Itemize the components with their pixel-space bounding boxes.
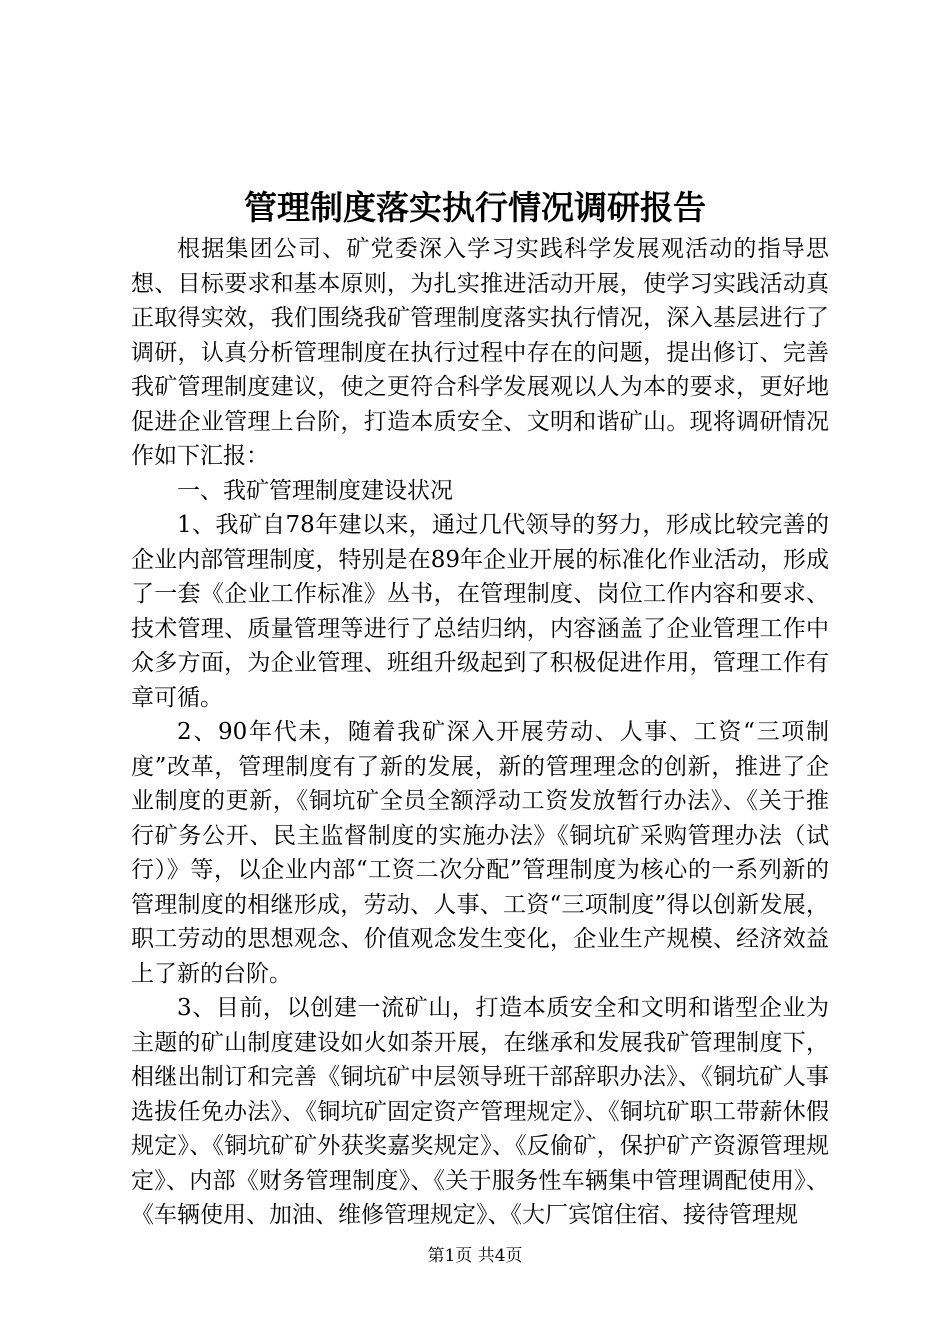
section-heading: 一、我矿管理制度建设状况 (177, 477, 453, 504)
page-number-footer: 第1页 共4页 (427, 1246, 523, 1266)
paragraph-item-3: 3、目前，以创建一流矿山，打造本质安全和文明和谐型企业为主题的矿山制度建设如火如荼开展，在继承和发展我矿管理制度下，相继出制订和完善《铜坑矿中层领导班干部辞职办法》、《铜坑矿人事选拔任免办法》、《铜坑矿固定资产管理规定》、《铜坑矿职工带薪休假规定》、《铜坑矿矿外获奖嘉奖规定》、《反偷矿，保护矿产资源管理规定》、内部《财务管理制度》、《关于服务性车辆集中管理调配使用》、《车辆使用、加油、维修管理规定》、《大厂宾馆住宿、接待管理规 (131, 995, 829, 1228)
paragraph-item-1: 1、我矿自78年建以来，通过几代领导的努力，形成比较完善的企业内部管理制度，特别是在89年企业开展的标准化作业活动，形成了一套《企业工作标准》丛书，在管理制度、岗位工作内容和要求、技术管理、质量管理等进行了总结归纳，内容涵盖了企业管理工作中众多方面，为企业管理、班组升级起到了积极促进作用，管理工作有章可循。 (131, 512, 829, 711)
paragraph-item-2: 2、90年代未，随着我矿深入开展劳动、人事、工资“三项制度”改革，管理制度有了新的发展，新的管理理念的创新，推进了企业制度的更新，《铜坑矿全员全额浮动工资发放暂行办法》、《关于推行矿务公开、民主监督制度的实施办法》《铜坑矿采购管理办法（试行）》等，以企业内部“工资二次分配”管理制度为核心的一系列新的管理制度的相继形成，劳动、人事、工资“三项制度”得以创新发展，职工劳动的思想观念、价值观念发生变化，企业生产规模、经济效益上了新的台阶。 (131, 719, 829, 987)
document-body (131, 232, 829, 1233)
document-title: 管理制度落实执行情况调研报告 (244, 188, 706, 227)
intro-paragraph: 根据集团公司、矿党委深入学习实践科学发展观活动的指导思想、目标要求和基本原则，为扎实推进活动开展，使学习实践活动真正取得实效，我们围绕我矿管理制度落实执行情况，深入基层进行了调研，认真分析管理制度在执行过程中存在的问题，提出修订、完善我矿管理制度建议，使之更符合科学发展观以人为本的要求，更好地促进企业管理上台阶，打造本质安全、文明和谐矿山。现将调研情况作如下汇报： (131, 236, 829, 469)
